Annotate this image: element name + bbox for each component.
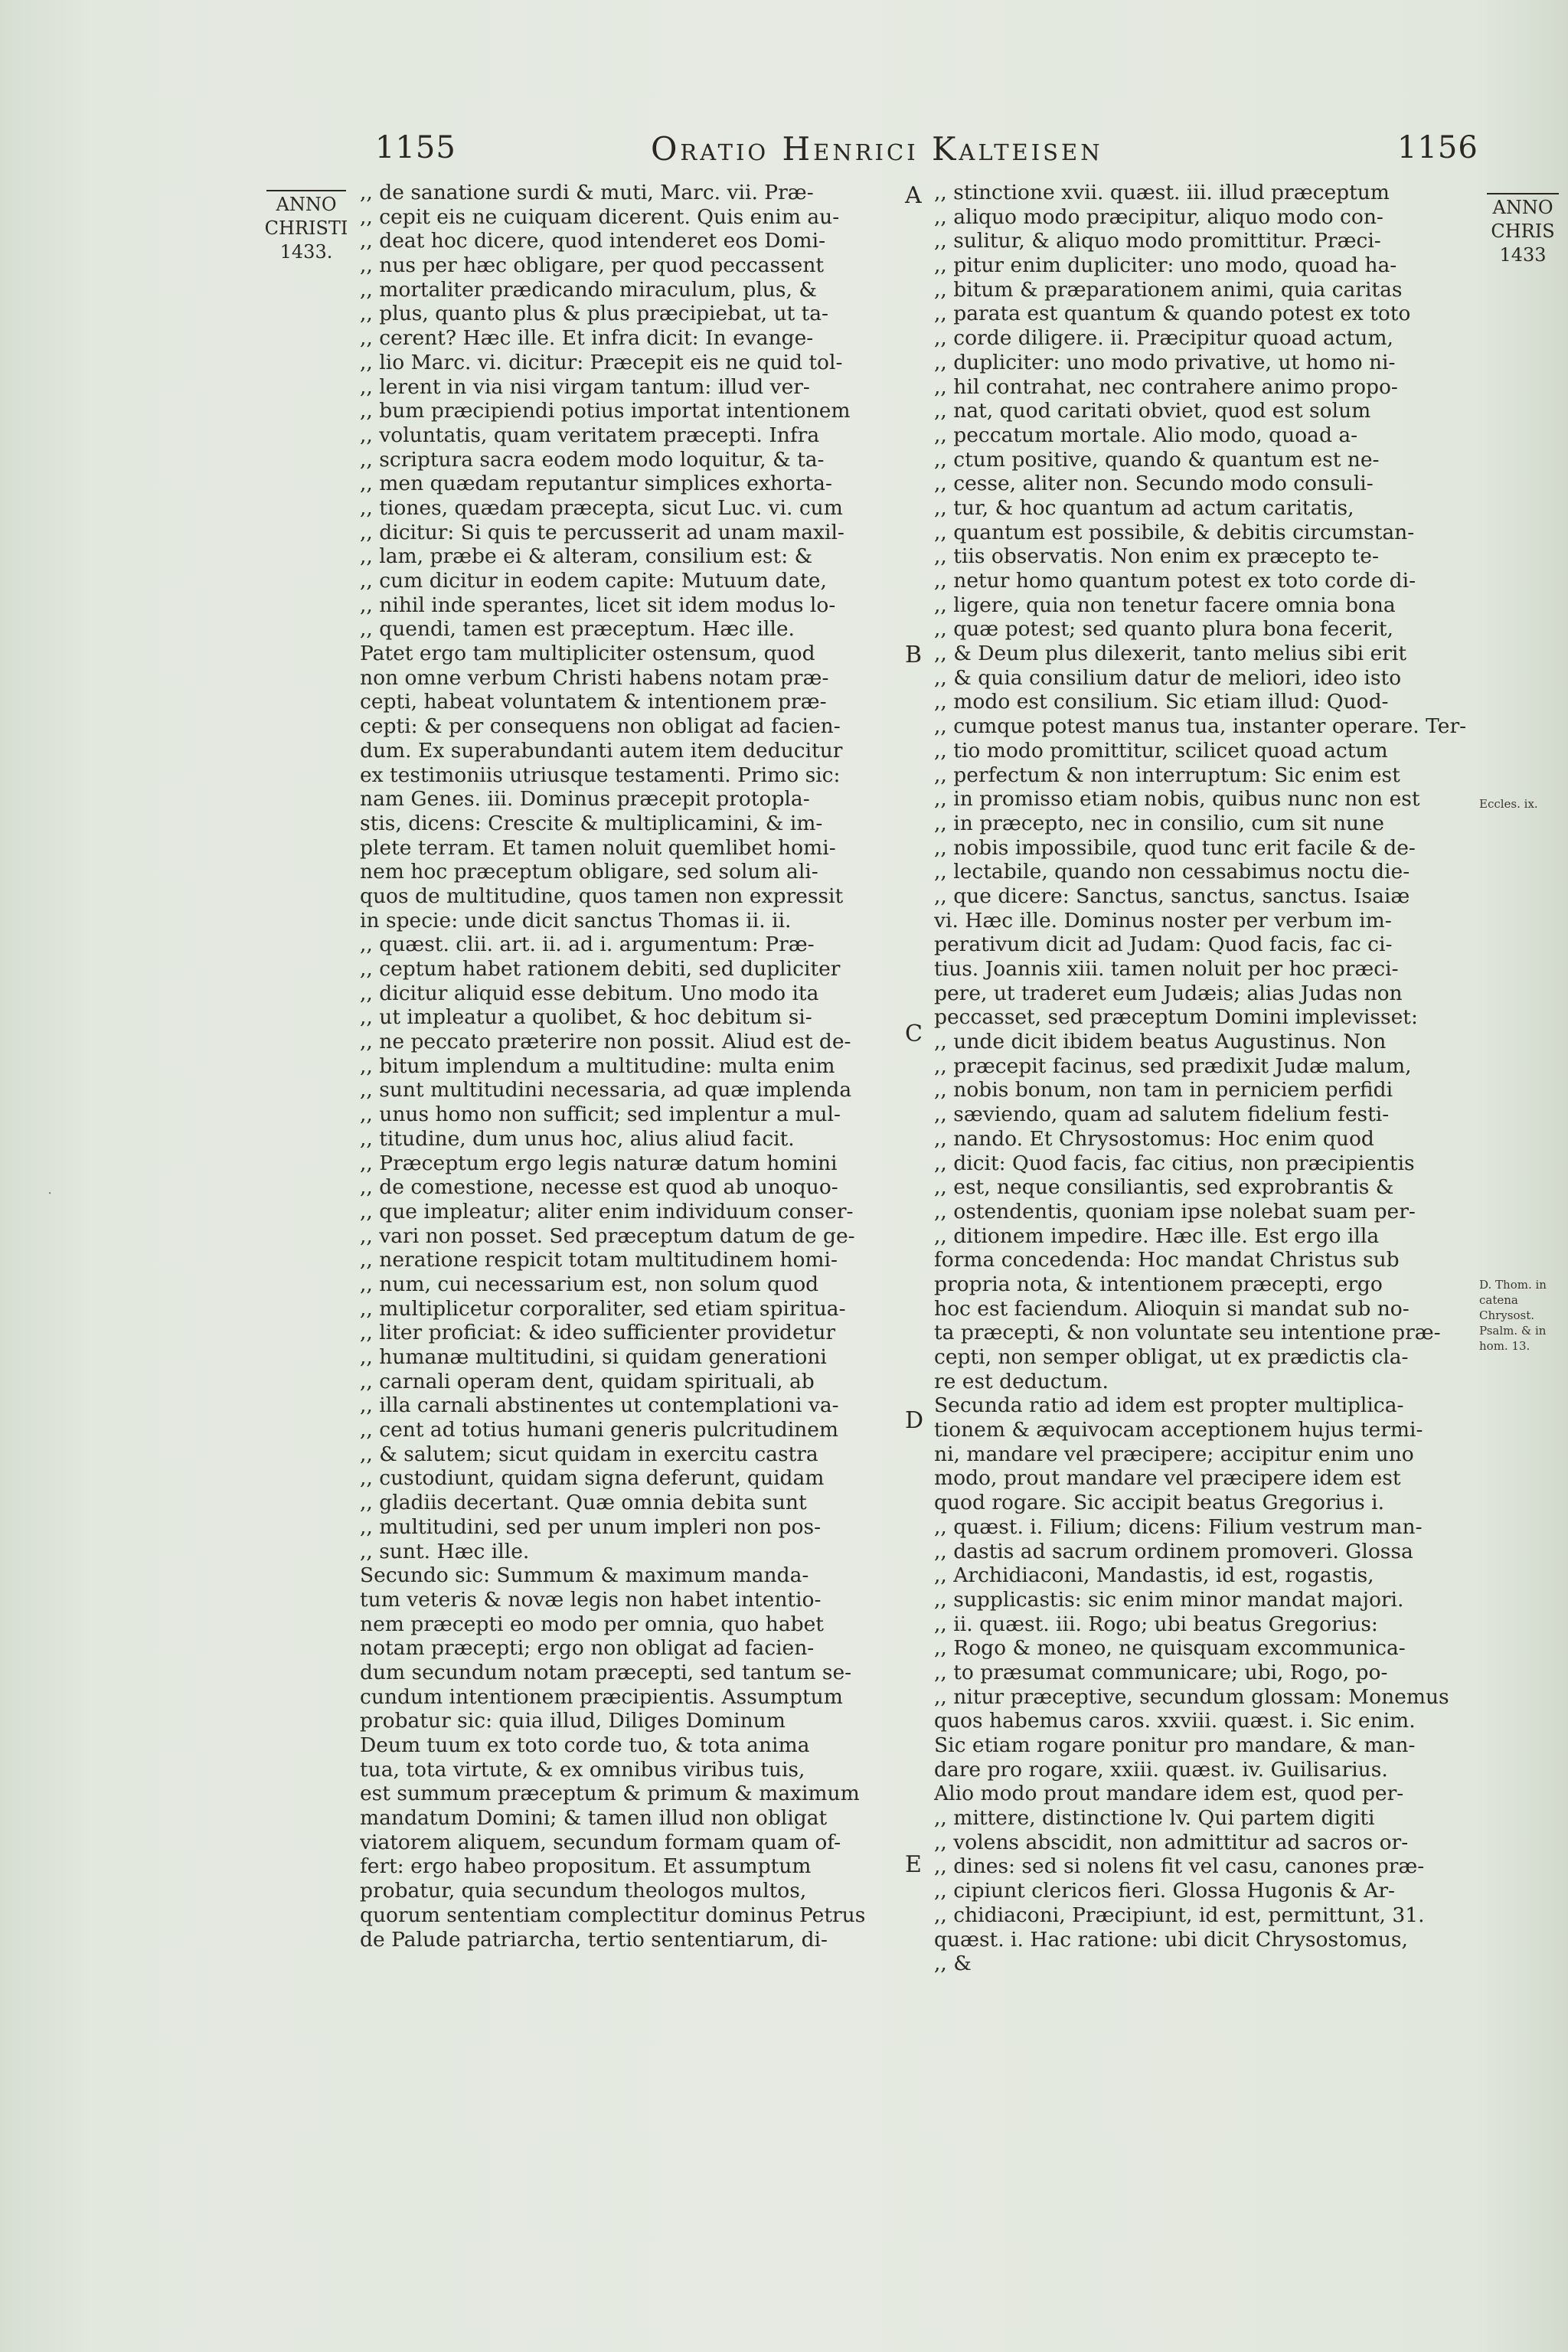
text-line: quos habemus caros. xxviii. quæst. i. Sic enim.	[934, 1709, 1416, 1733]
text-line: ,, de sanatione surdi & muti, Marc. vii. Præ-	[360, 181, 814, 204]
text-line: ,, que impleatur; aliter enim individuum conser-	[360, 1199, 854, 1223]
text-line: ,, Archidiaconi, Mandastis, id est, rogastis,	[934, 1563, 1374, 1588]
text-line: quos de multitudine, quos tamen non expressit	[360, 884, 844, 908]
text-line: quorum sententiam complectitur dominus Petrus	[360, 1903, 866, 1927]
text-line: ex testimoniis utriusque testamenti. Primo sic:	[360, 763, 841, 787]
text-line: ,, cent ad totius humani generis pulcritudinem	[360, 1418, 839, 1442]
text-line: ,, to præsumat communicare; ubi, Rogo, po-	[934, 1660, 1388, 1684]
text-line: ,, tio modo promittitur, scilicet quoad actum	[934, 738, 1388, 763]
pencil-mark: ⸱	[48, 1186, 52, 1200]
page-number-right: 1156	[1397, 130, 1478, 165]
text-line: vi. Hæc ille. Dominus noster per verbum im-	[934, 908, 1392, 933]
text-line: modo, prout mandare vel præcipere idem est	[934, 1466, 1401, 1491]
text-line: de Palude patriarcha, tertio sententiarum, di-	[360, 1927, 828, 1952]
text-line: forma concedenda: Hoc mandat Christus sub	[934, 1248, 1400, 1272]
text-line: ,, ne peccato præterire non possit. Aliud est de-	[360, 1030, 851, 1054]
text-line: ,, & Deum plus dilexerit, tanto melius sibi erit	[934, 642, 1407, 666]
text-line: ,, cipiunt clericos fieri. Glossa Hugonis & Ar-	[934, 1879, 1395, 1903]
margin-year-line: 1433	[1499, 244, 1547, 266]
text-line: ,, num, cui necessarium est, non solum quod	[360, 1272, 819, 1296]
text-line: ,, in præcepto, nec in consilio, cum sit nune	[934, 811, 1384, 835]
text-line: ,, liter proficiat: & ideo sufficienter providetur	[360, 1321, 836, 1345]
text-line: notam præcepti; ergo non obligat ad facien-	[360, 1636, 815, 1661]
text-line: ,, dicitur aliquid esse debitum. Uno modo ita	[360, 981, 819, 1005]
text-line: ,, humanæ multitudini, si quidam generationi	[360, 1345, 827, 1369]
text-line: cepti, habeat voluntatem & intentionem præ-	[360, 690, 827, 714]
text-line: ,, quæst. clii. art. ii. ad i. argumentum: Præ-	[360, 933, 815, 957]
text-line: ,, unde dicit ibidem beatus Augustinus. Non	[934, 1030, 1387, 1054]
text-line: Patet ergo tam multipliciter ostensum, quod	[360, 642, 815, 666]
text-line: ,, & quia consilium datur de meliori, ideo isto	[934, 665, 1402, 690]
text-line: ,, in promisso etiam nobis, quibus nunc non est	[934, 787, 1420, 812]
text-line: ,, ceptum habet rationem debiti, sed dupliciter	[360, 957, 841, 981]
text-line: ,, men quædam reputantur simplices exhorta-	[360, 472, 832, 496]
text-line: ,, multiplicetur corporaliter, sed etiam spiritua-	[360, 1296, 846, 1321]
text-line: ,, gladiis decertant. Quæ omnia debita sunt	[360, 1491, 807, 1515]
text-line: ,, sæviendo, quam ad salutem fidelium festi-	[934, 1102, 1390, 1127]
text-line: Secundo sic: Summum & maximum manda-	[360, 1563, 809, 1588]
text-line: ,, corde diligere. ii. Præcipitur quoad actum,	[934, 326, 1393, 351]
text-line: ,, & salutem; sicut quidam in exercitu castra	[360, 1442, 818, 1466]
text-line: re est deductum.	[934, 1369, 1109, 1393]
text-line: ,, modo est consilium. Sic etiam illud: Quod-	[934, 690, 1389, 714]
text-line: ,, supplicastis: sic enim minor mandat majori.	[934, 1587, 1404, 1612]
text-line: ,, sulitur, & aliquo modo promittitur. Præci-	[934, 229, 1381, 253]
text-line: ,, quæst. i. Filium; dicens: Filium vestrum man-	[934, 1514, 1423, 1539]
text-line: cundum intentionem præcipientis. Assumptum	[360, 1684, 843, 1709]
text-line: ,, scriptura sacra eodem modo loquitur, & ta-	[360, 447, 825, 472]
text-line: ,, stinctione xvii. quæst. iii. illud præceptum	[934, 181, 1390, 204]
text-line: tius. Joannis xiii. tamen noluit per hoc præci-	[934, 957, 1399, 981]
text-line: ,, bitum & præparationem animi, quia caritas	[934, 277, 1403, 302]
text-line: ,, volens abscidit, non admittitur ad sacros or-	[934, 1830, 1409, 1854]
text-line: ta præcepti, & non voluntate seu intentione præ-	[934, 1321, 1441, 1345]
text-line: ,, tiones, quædam præcepta, sicut Luc. vi. cum	[360, 495, 843, 520]
text-line: Alio modo prout mandare idem est, quod per-	[934, 1782, 1404, 1806]
text-line: ,, lerent in via nisi virgam tantum: illud ver-	[360, 374, 810, 399]
text-line: dare pro rogare, xxiii. quæst. iv. Guilisarius.	[934, 1757, 1388, 1782]
text-line: ,, voluntatis, quam veritatem præcepti. Infra	[360, 423, 820, 447]
text-line: Deum tuum ex toto corde tuo, & tota anima	[360, 1733, 810, 1757]
text-line: ,, custodiunt, quidam signa deferunt, quidam	[360, 1466, 825, 1491]
text-line: ,, aliquo modo præcipitur, aliquo modo con-	[934, 204, 1383, 229]
margin-year-line: 1433.	[279, 241, 333, 263]
text-line: ,, illa carnali abstinentes ut contemplationi va-	[360, 1393, 839, 1418]
text-line: quod rogare. Sic accipit beatus Gregorius i.	[934, 1491, 1385, 1515]
text-line: probatur, quia secundum theologos multos,	[360, 1879, 807, 1903]
text-line: ,, dines: sed si nolens fit vel casu, canones præ-	[934, 1854, 1425, 1879]
text-line: ,, perfectum & non interruptum: Sic enim est	[934, 763, 1400, 787]
text-line: plete terram. Et tamen noluit quemlibet homi-	[360, 835, 836, 860]
side-note: Eccles. ix.	[1479, 797, 1538, 811]
text-line: nam Genes. iii. Dominus præcepit protopla-	[360, 787, 810, 812]
text-line: ,, netur homo quantum potest ex toto corde di-	[934, 569, 1416, 593]
margin-year-line: CHRIS	[1491, 220, 1555, 242]
text-line: ,, nobis impossibile, quod tunc erit facile & de-	[934, 835, 1416, 860]
margin-year-line: ANNO	[276, 194, 337, 215]
text-line: ,, cumque potest manus tua, instanter operare. Ter-	[934, 714, 1467, 739]
text-line: ,, hil contrahat, nec contrahere animo propo-	[934, 374, 1398, 399]
text-line: ,, nat, quod caritati obviet, quod est solum	[934, 399, 1371, 423]
text-line: ,, lectabile, quando non cessabimus noctu die-	[934, 860, 1410, 884]
text-line: ,, ditionem impedire. Hæc ille. Est ergo illa	[934, 1223, 1380, 1248]
text-column-left	[360, 181, 896, 1952]
text-line: ,, parata est quantum & quando potest ex toto	[934, 302, 1411, 326]
section-letter-b: B	[905, 642, 923, 668]
running-title: Oratio Henrici Kalteisen	[651, 130, 1103, 168]
text-line: tua, tota virtute, & ex omnibus viribus tuis,	[360, 1757, 805, 1782]
text-line: ,, cepit eis ne cuiquam dicerent. Quis enim au-	[360, 204, 840, 229]
text-line: stis, dicens: Crescite & multiplicamini, & im-	[360, 811, 823, 835]
text-line: cepti: & per consequens non obligat ad facien-	[360, 714, 841, 739]
text-line: ,, chidiaconi, Præcipiunt, id est, permittunt, 31.	[934, 1903, 1425, 1927]
text-line: fert: ergo habeo propositum. Et assumptum	[360, 1854, 812, 1879]
text-line: ,, quæ potest; sed quanto plura bona fecerit,	[934, 617, 1393, 642]
text-line: hoc est faciendum. Alioquin si mandat sub no-	[934, 1296, 1410, 1321]
text-line: ni, mandare vel præcipere; accipitur enim uno	[934, 1442, 1414, 1466]
text-line: ,, ctum positive, quando & quantum est ne-	[934, 447, 1380, 472]
text-line: ,, nihil inde sperantes, licet sit idem modus lo-	[360, 593, 836, 617]
running-header	[0, 130, 1568, 176]
text-line: ,, Præceptum ergo legis naturæ datum homini	[360, 1151, 838, 1175]
text-line: ,, nando. Et Chrysostomus: Hoc enim quod	[934, 1126, 1374, 1151]
text-line: viatorem aliquem, secundum formam quam of-	[360, 1830, 841, 1854]
text-line: ,, dicit: Quod facis, fac citius, non præcipientis	[934, 1151, 1415, 1175]
text-line: ,, pitur enim dupliciter: uno modo, quoad ha-	[934, 253, 1397, 278]
text-line: tionem & æquivocam acceptionem hujus termi-	[934, 1418, 1423, 1442]
text-line: ,, vari non posset. Sed præceptum datum de ge-	[360, 1223, 855, 1248]
text-line: quæst. i. Hac ratione: ubi dicit Chrysostomus,	[934, 1927, 1408, 1952]
text-line: ,, ii. quæst. iii. Rogo; ubi beatus Gregorius:	[934, 1612, 1378, 1636]
text-line: ,, nitur præceptive, secundum glossam: Monemus	[934, 1684, 1449, 1709]
text-line: ,, dicitur: Si quis te percusserit ad unam maxil-	[360, 520, 844, 544]
text-line: nem hoc præceptum obligare, sed solum ali-	[360, 860, 818, 884]
text-line: ,, bum præcipiendi potius importat intentionem	[360, 399, 851, 423]
text-line: nem præcepti eo modo per omnia, quo habet	[360, 1612, 824, 1636]
text-line: est summum præceptum & primum & maximum	[360, 1782, 860, 1806]
text-line: pere, ut traderet eum Judæis; alias Judas non	[934, 981, 1403, 1005]
text-line: ,, quantum est possibile, & debitis circumstan-	[934, 520, 1415, 544]
text-line: probatur sic: quia illud, Diliges Dominum	[360, 1709, 786, 1733]
text-line: ,, Rogo & moneo, ne quisquam excommunica-	[934, 1636, 1406, 1661]
text-line: dum. Ex superabundanti autem item deducitur	[360, 738, 843, 763]
text-line: ,, lam, præbe ei & alteram, consilium est: &	[360, 544, 813, 569]
text-line: ,, cerent? Hæc ille. Et infra dicit: In evange-	[360, 326, 814, 351]
text-line: ,, plus, quanto plus & plus præcipiebat, ut ta-	[360, 302, 828, 326]
margin-year-left	[256, 190, 356, 264]
text-line: ,, mittere, distinctione lv. Qui partem digiti	[934, 1806, 1375, 1831]
text-line: Sic etiam rogare ponitur pro mandare, & man-	[934, 1733, 1416, 1757]
text-line: ,, bitum implendum a multitudine: multa enim	[360, 1054, 835, 1078]
text-line: ,, tiis observatis. Non enim ex præcepto te-	[934, 544, 1379, 569]
text-line: ,, mortaliter prædicando miraculum, plus, &	[360, 277, 817, 302]
text-line: ,, peccatum mortale. Alio modo, quoad a-	[934, 423, 1358, 447]
margin-year-line: ANNO	[1492, 197, 1553, 218]
text-line: perativum dicit ad Judam: Quod facis, fac ci-	[934, 933, 1393, 957]
text-line: peccasset, sed præceptum Domini implevisset:	[934, 1005, 1418, 1030]
text-line: tum veteris & novæ legis non habet intentio-	[360, 1587, 822, 1612]
text-column-right	[934, 181, 1478, 1976]
text-line: ,, cum dicitur in eodem capite: Mutuum date,	[360, 569, 827, 593]
text-line: propria nota, & intentionem præcepti, ergo	[934, 1272, 1383, 1296]
text-line: Secunda ratio ad idem est propter multiplica-	[934, 1393, 1404, 1418]
text-line: ,, ut impleatur a quolibet, & hoc debitum si-	[360, 1005, 812, 1030]
page-number-left: 1155	[375, 130, 456, 165]
margin-year-line: CHRISTI	[264, 217, 348, 239]
text-line: non omne verbum Christi habens notam præ-	[360, 665, 829, 690]
text-line: ,, deat hoc dicere, quod intenderet eos Domi-	[360, 229, 826, 253]
text-line: ,, carnali operam dent, quidam spirituali, ab	[360, 1369, 815, 1393]
text-line: ,, titudine, dum unus hoc, alius aliud facit.	[360, 1126, 795, 1151]
text-line: ,, tur, & hoc quantum ad actum caritatis,	[934, 495, 1354, 520]
text-line: ,, ostendentis, quoniam ipse nolebat suam per-	[934, 1199, 1416, 1223]
text-line: ,, est, neque consiliantis, sed exprobrantis &	[934, 1175, 1394, 1200]
section-letter-c: C	[905, 1021, 923, 1047]
text-line: ,, &	[934, 1952, 972, 1976]
section-letter-e: E	[905, 1851, 922, 1878]
text-line: dum secundum notam præcepti, sed tantum se-	[360, 1660, 852, 1684]
section-letter-d: D	[905, 1407, 924, 1434]
margin-year-right	[1478, 193, 1568, 267]
text-line: ,, cesse, aliter non. Secundo modo consuli-	[934, 472, 1374, 496]
text-line: ,, quendi, tamen est præceptum. Hæc ille.	[360, 617, 795, 642]
text-line: ,, dupliciter: uno modo privative, ut homo ni-	[934, 350, 1396, 374]
section-letter-a: A	[905, 182, 922, 209]
text-line: ,, sunt multitudini necessaria, ad quæ implenda	[360, 1078, 852, 1102]
text-line: ,, de comestione, necesse est quod ab unoquo-	[360, 1175, 838, 1200]
text-line: ,, nobis bonum, non tam in perniciem perfidi	[934, 1078, 1393, 1102]
text-line: ,, lio Marc. vi. dicitur: Præcepit eis ne quid tol-	[360, 350, 843, 374]
text-line: ,, præcepit facinus, sed prædixit Judæ malum,	[934, 1054, 1412, 1078]
text-line: ,, multitudini, sed per unum impleri non pos-	[360, 1514, 822, 1539]
text-line: ,, dastis ad sacrum ordinem promoveri. Glossa	[934, 1539, 1413, 1563]
side-note: D. Thom. in catena Chrysost. Psalm. & in hom. 13.	[1479, 1278, 1547, 1353]
text-line: mandatum Domini; & tamen illud non obligat	[360, 1806, 828, 1831]
text-line: cepti, non semper obligat, ut ex prædictis cla-	[934, 1345, 1409, 1369]
text-line: ,, unus homo non sufficit; sed implentur a mul-	[360, 1102, 841, 1127]
text-line: ,, nus per hæc obligare, per quod peccassent	[360, 253, 825, 278]
text-line: ,, que dicere: Sanctus, sanctus, sanctus. Isaiæ	[934, 884, 1410, 908]
text-line: ,, ligere, quia non tenetur facere omnia bona	[934, 593, 1396, 617]
text-line: ,, neratione respicit totam multitudinem homi-	[360, 1248, 838, 1272]
text-line: ,, sunt. Hæc ille.	[360, 1539, 530, 1563]
text-line: in specie: unde dicit sanctus Thomas ii. ii.	[360, 908, 792, 933]
